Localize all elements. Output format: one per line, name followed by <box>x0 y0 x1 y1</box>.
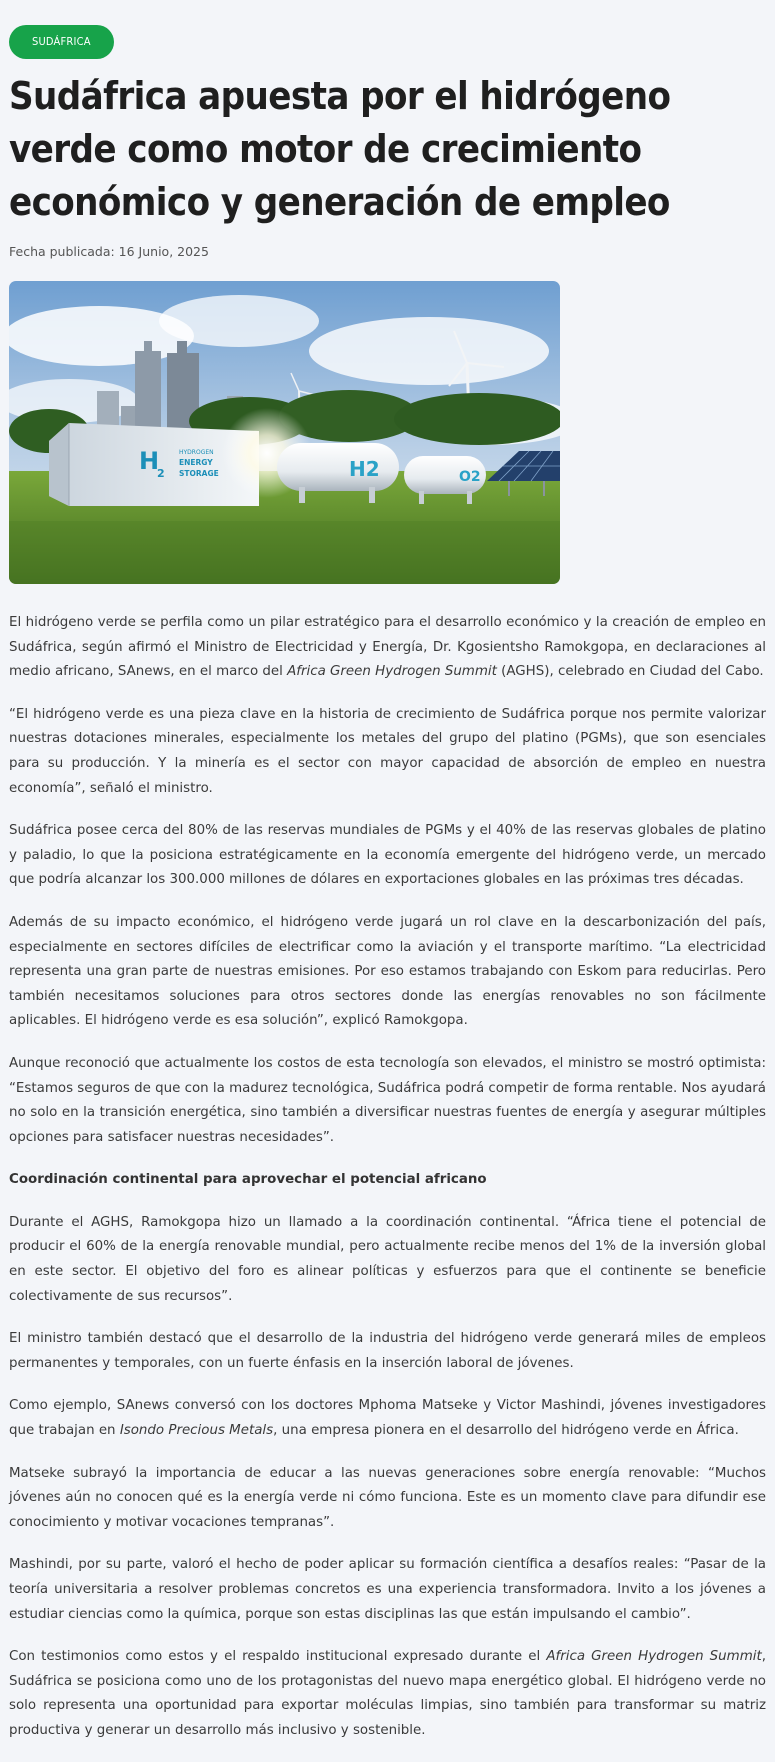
published-date: Fecha publicada: 16 Junio, 2025 <box>9 244 209 259</box>
storage-label-3: STORAGE <box>179 469 219 478</box>
paragraph: Como ejemplo, SAnews conversó con los doctores Mphoma Matseke y Victor Mashindi, jóvenes investigadores que trabajan en Isondo Precious Metals, una empresa pionera en el desarrollo del hidrógeno verde en África. <box>9 1398 766 1439</box>
article-headline: Sudáfrica apuesta por el hidrógeno verde como motor de crecimiento económico y generación de empleo <box>9 74 671 224</box>
category-badge[interactable]: SUDÁFRICA <box>9 25 114 59</box>
hero-image <box>9 281 560 584</box>
storage-label-1: HYDROGEN <box>179 449 214 456</box>
paragraph: Mashindi, por su parte, valoró el hecho de poder aplicar su formación científica a desafíos reales: “Pasar de la teoría universitaria a resolver problemas concretos es una experiencia transformadora. Invito a los jóvenes a estudiar ciencias como la química, porque son estas disciplinas las que están impulsando el cambio”. <box>9 1557 766 1622</box>
article-body <box>9 611 766 1762</box>
section-subheading: Coordinación continental para aprovechar el potencial africano <box>9 1172 487 1188</box>
storage-label-2: ENERGY <box>179 458 213 467</box>
paragraph: Sudáfrica posee cerca del 80% de las reservas mundiales de PGMs y el 40% de las reservas globales de platino y paladio, lo que la posiciona estratégicamente en la economía emergente del hidrógeno verde, un mercado que podría alcanzar los 300.000 millones de dólares en exportaciones globales en las próximas tres décadas. <box>9 823 766 888</box>
paragraph: Además de su impacto económico, el hidrógeno verde jugará un rol clave en la descarbonización del país, especialmente en sectores difíciles de electrificar como la aviación y el transporte marítimo. “La electricidad representa una gran parte de nuestras emisiones. Por eso estamos trabajando con Eskom para reducirlas. Pero también necesitamos soluciones para otros sectores donde las energías renovables no son fácilmente aplicables. El hidrógeno verde es esa solución”, explicó Ramokgopa. <box>9 914 766 1029</box>
tank-o2-label: O2 <box>459 469 481 485</box>
h2-logo-text: H <box>139 447 160 475</box>
paragraph: Aunque reconoció que actualmente los costos de esta tecnología son elevados, el ministro se mostró optimista: “Estamos seguros de que con la madurez tecnológica, Sudáfrica podrá competir de forma rentable. Nos ayudará no solo en la transición energética, sino también a diversificar nuestras fuentes de energía y asegurar múltiples opciones para satisfacer nuestras necesidades”. <box>9 1055 767 1145</box>
tank-h2-label: H2 <box>349 457 380 481</box>
paragraph: Con testimonios como estos y el respaldo institucional expresado durante el Africa Green Hydrogen Summit, Sudáfrica se posiciona como uno de los protagonistas del nuevo mapa energético global. El hidrógeno verde no solo representa una oportunidad para exportar moléculas limpias, sino también para transformar su matriz productiva y generar un desarrollo más inclusivo y sostenible. <box>9 1649 766 1738</box>
paragraph: El ministro también destacó que el desarrollo de la industria del hidrógeno verde generará miles de empleos permanentes y temporales, con un fuerte énfasis en la inserción laboral de jóvenes. <box>9 1331 766 1371</box>
paragraph: “El hidrógeno verde es una pieza clave en la historia de crecimiento de Sudáfrica porque nos permite valorizar nuestras dotaciones minerales, especialmente los metales del grupo del platino (PGMs), que son esenciales para su producción. Y la minería es el sector con mayor capacidad de absorción de empleo en nuestra economía”, señaló el ministro. <box>9 706 766 796</box>
paragraph: Matseke subrayó la importancia de educar a las nuevas generaciones sobre energía renovable: “Muchos jóvenes aún no conocen qué es la energía verde ni cómo funciona. Este es un momento clave para difundir ese conocimiento y motivar vocaciones tempranas”. <box>9 1465 766 1530</box>
h2-logo-subscript: 2 <box>157 467 165 480</box>
paragraph: Durante el AGHS, Ramokgopa hizo un llamado a la coordinación continental. “África tiene el potencial de producir el 60% de la energía renovable mundial, pero actualmente recibe menos del 1% de la inversión global en este sector. El objetivo del foro es alinear políticas y esfuerzos para que el continente se beneficie colectivamente de sus recursos”. <box>9 1214 766 1304</box>
paragraph: El hidrógeno verde se perfila como un pilar estratégico para el desarrollo económico y la creación de empleo en Sudáfrica, según afirmó el Ministro de Electricidad y Energía, Dr. Kgosientsho Ramokgopa, en declaraciones al medio africano, SAnews, en el marco del Africa Green Hydrogen Summit (AGHS), celebrado en Ciudad del Cabo. <box>9 615 766 680</box>
